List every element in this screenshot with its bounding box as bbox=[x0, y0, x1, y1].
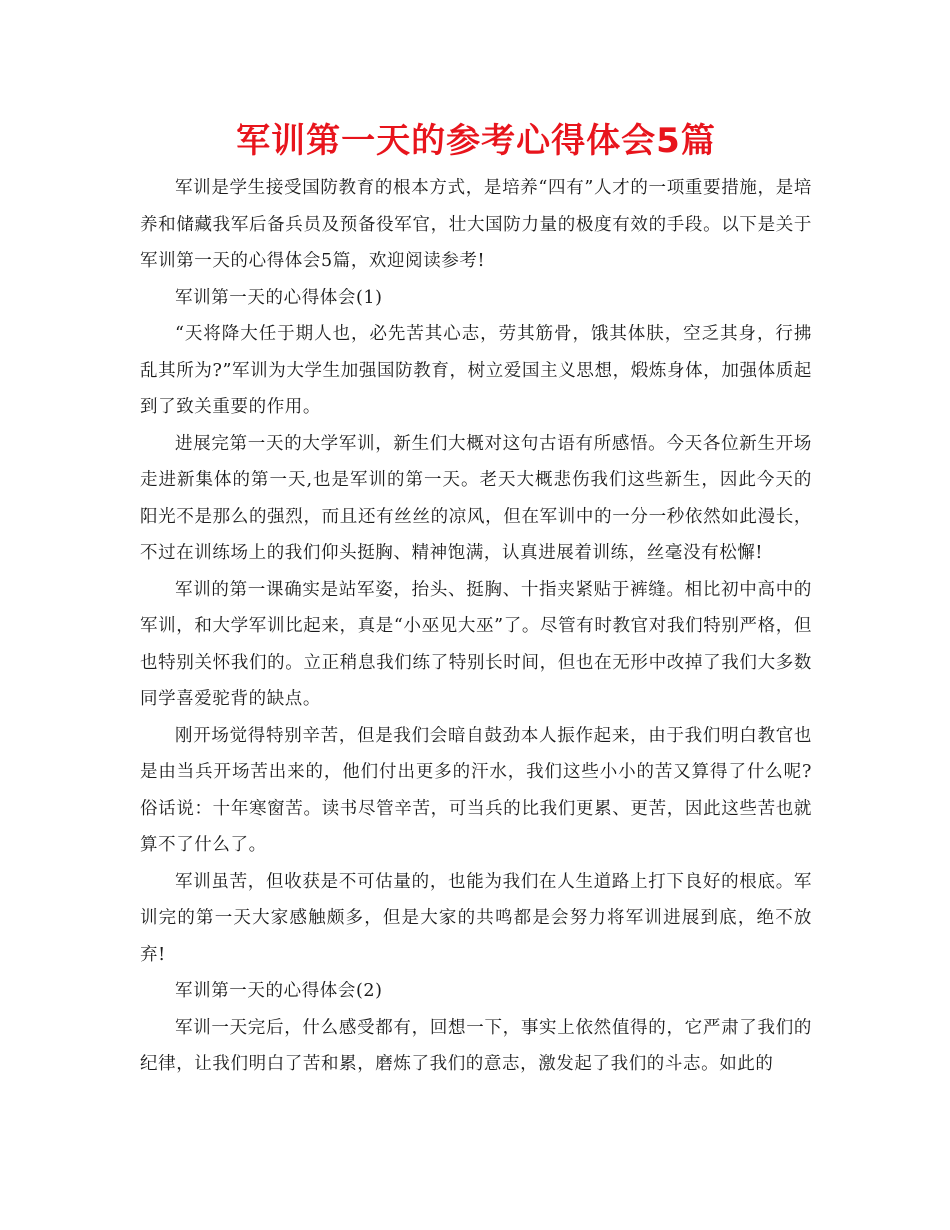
document-title: 军训第一天的参考心得体会5篇 bbox=[236, 121, 716, 161]
section-heading-1: 军训第一天的心得体会(1) bbox=[175, 287, 383, 308]
body-paragraph: 刚开场觉得特别辛苦，但是我们会暗自鼓劲本人振作起来，由于我们明白教官也是由当兵开场苦出来的，他们付出更多的汗水，我们这些小小的苦又算得了什么呢?俗话说：十年寒窗苦。读书尽管辛苦，可当兵的比我们更累、更苦，因此这些苦也就算不了什么了。 bbox=[140, 725, 812, 855]
body-paragraph: “天将降大任于期人也，必先苦其心志，劳其筋骨，饿其体肤，空乏其身，行拂乱其所为?”军训为大学生加强国防教育，树立爱国主义思想，煅炼身体，加强体质起到了致关重要的作用。 bbox=[140, 324, 812, 417]
body-paragraph: 军训一天完后，什么感受都有，回想一下，事实上依然值得的，它严肃了我们的纪律，让我们明白了苦和累，磨炼了我们的意志，激发起了我们的斗志。如此的 bbox=[140, 1017, 812, 1074]
body-paragraph: 军训虽苦，但收获是不可估量的，也能为我们在人生道路上打下良好的根底。军训完的第一天大家感触颇多，但是大家的共鸣都是会努力将军训进展到底，绝不放弃! bbox=[140, 871, 812, 965]
section-heading-2: 军训第一天的心得体会(2) bbox=[175, 981, 383, 1001]
document-page bbox=[140, 118, 812, 1083]
body-paragraph: 军训的第一课确实是站军姿，抬头、挺胸、十指夹紧贴于裤缝。相比初中高中的军训，和大学军训比起来，真是“小巫见大巫”了。尽管有时教官对我们特别严格，但也特别关怀我们的。立正稍息我们练了特别长时间，但也在无形中改掉了我们大多数同学喜爱驼背的缺点。 bbox=[140, 579, 812, 709]
body-paragraph: 进展完第一天的大学军训，新生们大概对这句古语有所感悟。今天各位新生开场走进新集体的第一天,也是军训的第一天。老天大概悲伤我们这些新生，因此今天的阳光不是那么的强烈，而且还有丝丝的凉风，但在军训中的一分一秒依然如此漫长，不过在训练场上的我们仰头挺胸、精神饱满，认真进展着训练，丝毫没有松懈! bbox=[140, 433, 812, 563]
intro-paragraph: 军训是学生接受国防教育的根本方式，是培养“四有”人才的一项重要措施，是培养和储藏我军后备兵员及预备役军官，壮大国防力量的极度有效的手段。以下是关于军训第一天的心得体会5篇，欢迎阅读参考! bbox=[140, 178, 812, 271]
